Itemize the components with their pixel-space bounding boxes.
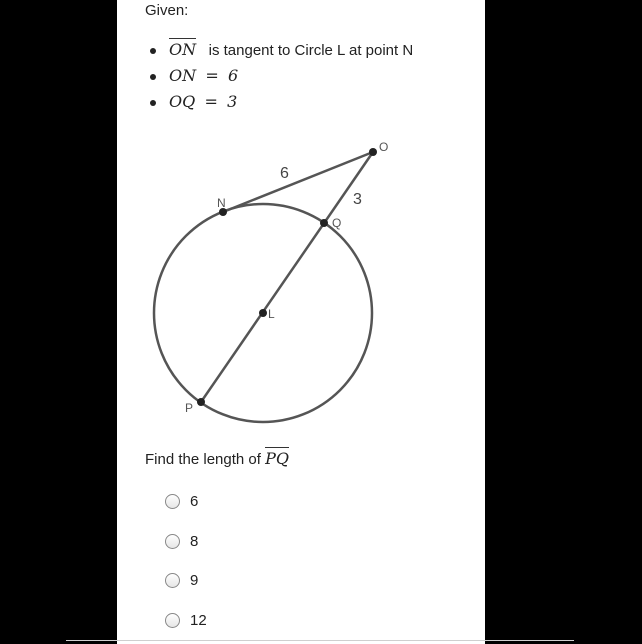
point-q	[320, 219, 328, 227]
point-l	[259, 309, 267, 317]
equals-sign: =	[199, 92, 223, 111]
math-rhs: 3	[227, 92, 238, 111]
label-q: Q	[332, 216, 342, 230]
option-9[interactable]	[165, 568, 198, 592]
option-12[interactable]	[165, 608, 207, 632]
circle-diagram	[117, 132, 485, 432]
math-rhs: 6	[228, 66, 239, 85]
equals-sign: =	[200, 66, 224, 85]
given-item-oq	[169, 92, 413, 118]
label-on-length: 6	[280, 165, 289, 182]
label-p: P	[185, 401, 194, 415]
math-lhs: ON	[169, 66, 197, 85]
option-label: 6	[190, 492, 199, 510]
radio-button[interactable]	[165, 613, 180, 628]
question-panel	[117, 0, 485, 644]
option-6[interactable]	[165, 489, 198, 513]
point-o	[369, 148, 377, 156]
segment-pq: PQ	[265, 449, 289, 468]
given-item-text: is tangent to Circle L at point N	[208, 42, 414, 59]
segment-on: ON	[169, 40, 197, 59]
option-8[interactable]	[165, 529, 198, 553]
given-item-on	[169, 66, 413, 92]
radio-button[interactable]	[165, 494, 180, 509]
label-oq-length: 3	[353, 191, 362, 208]
given-list	[169, 40, 413, 118]
label-o: O	[379, 140, 389, 154]
option-label: 12	[190, 611, 207, 629]
question-text: Find the length of PQ	[145, 449, 289, 468]
radio-button[interactable]	[165, 534, 180, 549]
segment-on-line	[223, 152, 373, 212]
point-p	[197, 398, 205, 406]
option-label: 9	[190, 571, 199, 589]
given-heading: Given:	[145, 2, 189, 19]
given-item-tangent	[169, 40, 413, 66]
label-l: L	[268, 307, 275, 321]
bottom-divider	[66, 640, 574, 641]
secant-op-line	[201, 152, 373, 402]
radio-button[interactable]	[165, 573, 180, 588]
option-label: 8	[190, 532, 199, 550]
bullet-icon	[150, 48, 156, 54]
bullet-icon	[150, 100, 156, 106]
bullet-icon	[150, 74, 156, 80]
math-lhs: OQ	[169, 92, 196, 111]
label-n: N	[217, 196, 226, 210]
